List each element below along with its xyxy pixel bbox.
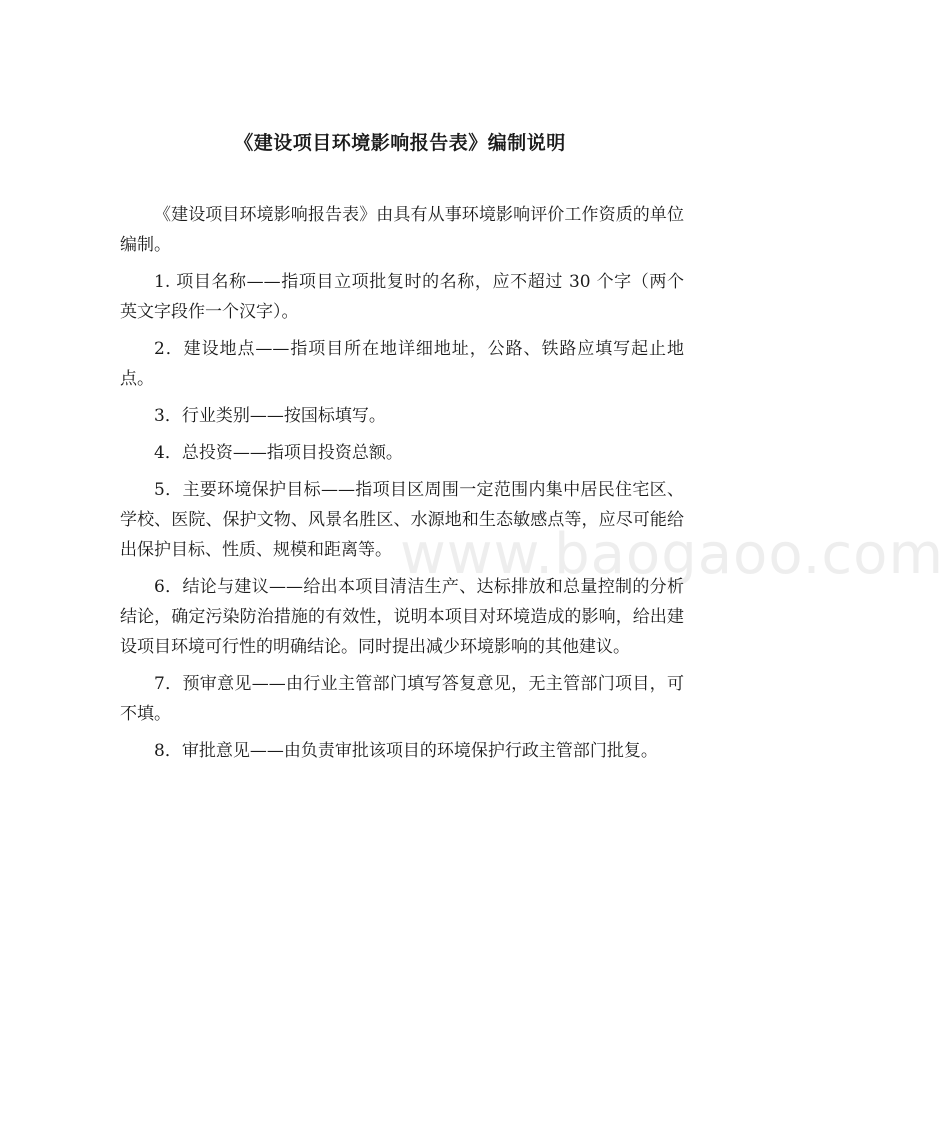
item-total-investment: 4．总投资——指项目投资总额。 bbox=[154, 443, 403, 463]
item-industry-category: 3．行业类别——按国标填写。 bbox=[154, 406, 386, 426]
document-title: 《建设项目环境影响报告表》编制说明 bbox=[234, 132, 566, 154]
watermark: www.baogaoo.com bbox=[400, 522, 944, 587]
item-project-name: 1. 项目名称——指项目立项批复时的名称，应不超过 30 个字（两个英文字段作一个汉字）。 bbox=[120, 272, 684, 322]
item-conclusions: 6．结论与建议——给出本项目清洁生产、达标排放和总量控制的分析结论，确定污染防治措施的有效性，说明本项目对环境造成的影响，给出建设项目环境可行性的明确结论。同时提出减少环境影响的其他建议。 bbox=[120, 577, 684, 657]
intro-paragraph: 《建设项目环境影响报告表》由具有从事环境影响评价工作资质的单位编制。 bbox=[120, 205, 684, 255]
item-construction-site: 2．建设地点——指项目所在地详细地址，公路、铁路应填写起止地点。 bbox=[120, 339, 684, 389]
item-preliminary-review: 7．预审意见——由行业主管部门填写答复意见，无主管部门项目，可不填。 bbox=[120, 674, 684, 724]
item-protection-targets: 5．主要环境保护目标——指项目区周围一定范围内集中居民住宅区、学校、医院、保护文物、风景名胜区、水源地和生态敏感点等，应尽可能给出保护目标、性质、规模和距离等。 bbox=[120, 480, 684, 560]
document-body bbox=[120, 200, 684, 773]
item-approval-opinion: 8．审批意见——由负责审批该项目的环境保护行政主管部门批复。 bbox=[154, 741, 658, 761]
